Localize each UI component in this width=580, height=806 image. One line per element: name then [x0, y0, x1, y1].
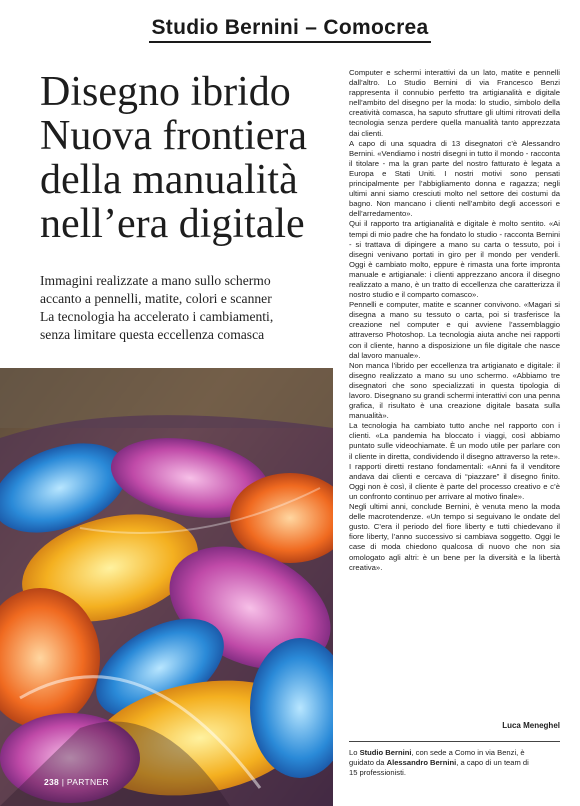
section-title: Studio Bernini – Comocrea [149, 16, 430, 43]
article-paragraph: Computer e schermi interattivi da un lato, matite e pennelli dall’altro. Lo Studio Bernini di via Francesco Benzi rappresenta il connubio perfetto tra artigianalità e digitale nell’ambito del disegno per la moda: lo studio, simbolo della creatività comasca, ha saputo sfruttare gli ultimi ritrovati della tecnologia senza perdere quella manualità tanto apprezzata dai clienti. [349, 68, 560, 138]
subheadline-line: accanto a pennelli, matite, colori e scanner [40, 291, 272, 306]
article-paragraph: Pennelli e computer, matite e scanner convivono. «Magari si disegna a mano su tessuto o carta, poi si trasferisce la creazione nel computer e qui avviene l’assemblaggio attraverso Photoshop. La tecnologia aiuta anche nei rapporti con il cliente, hanno a disposizione un file digitale che nasce dal lavoro manuale». [349, 300, 560, 360]
fabric-photo [0, 368, 333, 806]
magazine-name: | PARTNER [61, 777, 109, 787]
article-paragraph: Non manca l’ibrido per eccellenza tra artigianato e digitale: il disegno realizzato a mano su uno schermo. «Abbiamo tre disegnatori che sono specializzati in questa tipologia di lavoro. Disegnano su grandi schermi interattivi con una penna grafica, il risultato è una creazione digitale basata sulla manualità». [349, 360, 560, 421]
caption-text: Lo [349, 748, 360, 757]
subheadline-line: Immagini realizzate a mano sullo schermo [40, 273, 271, 288]
section-header [0, 16, 580, 43]
byline: Luca Meneghel [502, 721, 560, 730]
article-paragraph: Qui il rapporto tra artigianalità e digitale è molto sentito. «Ai tempi di mio padre che ha fondato lo studio - racconta Bernini - si trattava di dipingere a mano su carta o tessuto, poi i disegni venivano portati in giro per il mondo per venderli. Oggi è cambiato molto, eppure è rimasta una forte impronta manuale e artigianale: i clienti apprezzano ancora il disegno realizzato a mano, è un tratto di eccellenza che caratterizza il nostro studio e il comparto comasco». [349, 219, 560, 300]
page-number: 238 [44, 777, 60, 787]
subheadline-line: La tecnologia ha accelerato i cambiamenti, [40, 309, 274, 324]
caption-text: , con sede a Como in via Benzi, è guidato da [349, 748, 525, 767]
caption-studio-name: Studio Bernini [359, 748, 412, 757]
headline-line: Disegno ibrido [40, 69, 291, 115]
subheadline [40, 272, 340, 344]
headline-line: della manualità [40, 157, 298, 203]
page-footer [44, 777, 109, 787]
caption-person-name: Alessandro Bernini [386, 758, 457, 767]
article-body [349, 68, 560, 573]
article-paragraph: A capo di una squadra di 13 disegnatori c’è Alessandro Bernini. «Vendiamo i nostri disegni in tutto il mondo - racconta il titolare - ma la gran parte del nostro fatturato è legata a Europa e Stati Uniti. I nostri motivi sono pensati principalmente per l’abbigliamento donna e ragazza; negli ultimi anni siamo cresciuti molto nel settore dei costumi da bagno. Non mancano i clienti nell’ambito degli accessori e dell’arredamento». [349, 138, 560, 219]
floral-fabric-image [0, 368, 333, 806]
subheadline-line: senza limitare questa eccellenza comasca [40, 327, 265, 342]
article-paragraph: Negli ultimi anni, conclude Bernini, è venuta meno la moda delle macrotendenze. «Un tempo si seguivano le ondate del gusto. C’era il periodo del fiore liberty e tutti chiedevano il fiore liberty, l’anno successivo si cambiava soggetto. Oggi le case di moda chiedono qualcosa di nuovo che non sia omologato agli altri: è un bene per la diversità e la libertà creativa». [349, 502, 560, 572]
article-paragraph: La tecnologia ha cambiato tutto anche nel rapporto con i clienti. «La pandemia ha bloccato i viaggi, così abbiamo puntato sulle videochiamate. È un modo utile per parlare con il cliente in diretta, condividendo il disegno attraverso la rete». I rapporti diretti restano fondamentali: «Anni fa il venditore andava dai clienti e cercava di “piazzare” il disegno finito. Oggi non è così, il cliente è parte del processo creativo e c’è un confronto continuo per arrivare al motivo finale». [349, 421, 560, 501]
headline [40, 70, 340, 246]
headline-line: nell’era digitale [40, 201, 305, 247]
headline-line: Nuova frontiera [40, 113, 308, 159]
photo-caption [349, 748, 539, 778]
caption-divider [349, 741, 560, 742]
caption-text: , a capo di un team di 15 professionisti. [349, 758, 529, 777]
